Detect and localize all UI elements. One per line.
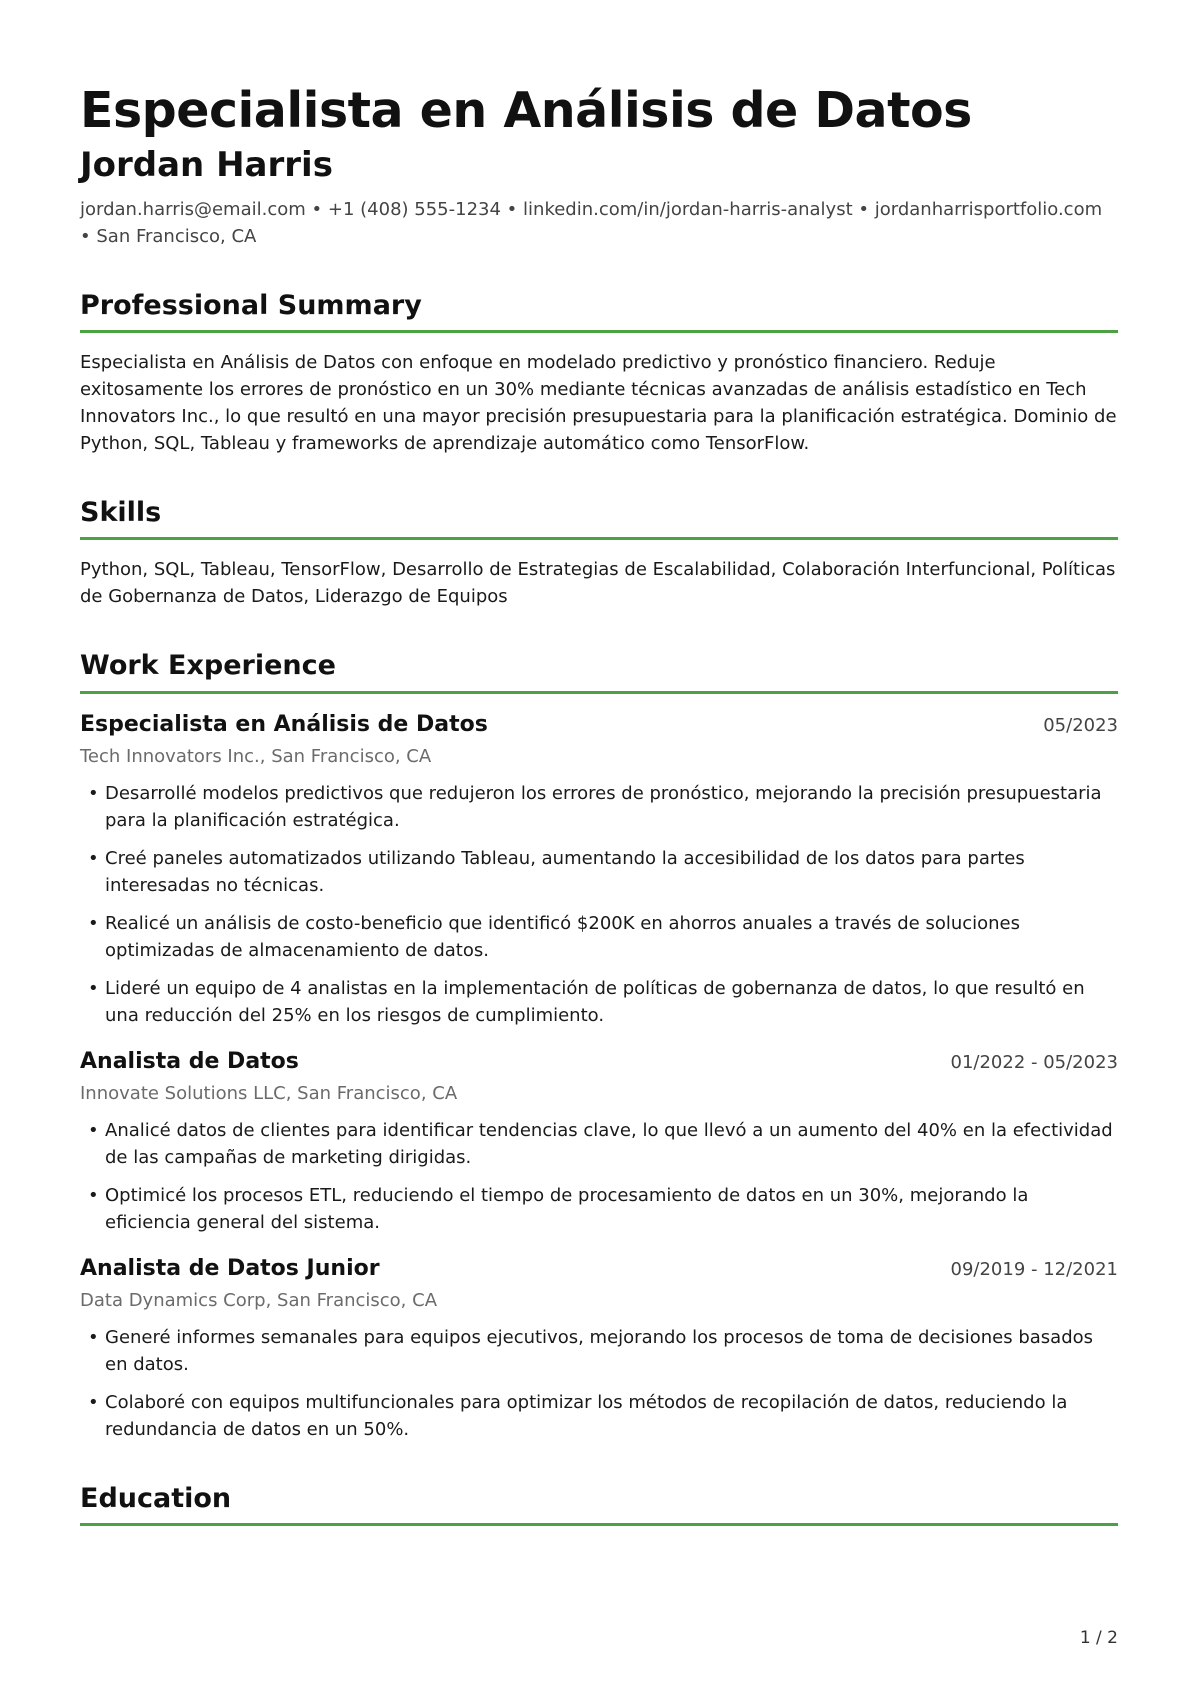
bullet-dot: • [88, 1119, 99, 1141]
job-header [80, 710, 1118, 740]
bullet-dot: • [88, 977, 99, 999]
contact-line [80, 196, 1118, 250]
bullet-dot: • [88, 1326, 99, 1348]
job-bullets [80, 780, 1118, 1029]
job-bullet [80, 1389, 1118, 1443]
contact-separator: • [311, 198, 323, 220]
candidate-name: Jordan Harris [80, 144, 333, 185]
contact-separator: • [506, 198, 518, 220]
summary-text: Especialista en Análisis de Datos con enfoque en modelado predictivo y pronóstico financiero. Reduje exitosamente los errores de pronóstico en un 30% mediante técnicas avanzadas de análisis estadístico en Tech Innovators Inc., lo que resultó en una mayor precisión presupuestaria para la planificación estratégica. Dominio de Python, SQL, Tableau y frameworks de aprendizaje automático como TensorFlow. [80, 351, 1117, 454]
bullet-dot: • [88, 912, 99, 934]
page-number: 1 / 2 [1079, 1628, 1118, 1648]
resume-page [80, 82, 1118, 1526]
job-bullet-text: Creé paneles automatizados utilizando Tableau, aumentando la accesibilidad de los datos para partes interesadas no técnicas. [105, 847, 1025, 896]
bullet-dot: • [88, 847, 99, 869]
job-date: 09/2019 - 12/2021 [950, 1258, 1118, 1280]
contact-separator: • [858, 198, 870, 220]
job-bullet [80, 910, 1118, 964]
job-header [80, 1254, 1118, 1284]
contact-portfolio[interactable]: jordanharrisportfolio.com [874, 198, 1103, 220]
job-bullet-text: Desarrollé modelos predictivos que redujeron los errores de pronóstico, mejorando la precisión presupuestaria para la planificación estratégica. [105, 782, 1102, 831]
job-bullet-text: Generé informes semanales para equipos ejecutivos, mejorando los procesos de toma de decisiones basados en datos. [105, 1326, 1094, 1375]
skills-heading: Skills [80, 497, 1118, 540]
summary-section [80, 290, 1118, 457]
contact-location: San Francisco, CA [96, 225, 257, 247]
job-bullet [80, 1117, 1118, 1171]
contact-phone[interactable]: +1 (408) 555-1234 [327, 198, 501, 220]
job-company: Data Dynamics Corp, San Francisco, CA [80, 1289, 438, 1311]
education-section [80, 1483, 1118, 1526]
job-bullet [80, 1182, 1118, 1236]
job-title: Analista de Datos Junior [80, 1255, 380, 1281]
bullet-dot: • [88, 1391, 99, 1413]
job-header [80, 1047, 1118, 1077]
skills-text: Python, SQL, Tableau, TensorFlow, Desarrollo de Estrategias de Escalabilidad, Colaboración Interfuncional, Políticas de Gobernanza de Datos, Liderazgo de Equipos [80, 559, 1116, 608]
job-bullet [80, 845, 1118, 899]
job-list [80, 710, 1118, 1443]
job-entry [80, 1047, 1118, 1236]
job-entry [80, 1254, 1118, 1443]
contact-email[interactable]: jordan.harris@email.com [80, 198, 306, 220]
skills-section [80, 497, 1118, 610]
bullet-dot: • [88, 782, 99, 804]
bullet-dot: • [88, 1184, 99, 1206]
contact-linkedin[interactable]: linkedin.com/in/jordan-harris-analyst [523, 198, 853, 220]
job-bullet-text: Optimicé los procesos ETL, reduciendo el tiempo de procesamiento de datos en un 30%, mejorando la eficiencia general del sistema. [105, 1184, 1029, 1233]
job-entry [80, 710, 1118, 1029]
job-title: Analista de Datos [80, 1048, 299, 1074]
job-company: Tech Innovators Inc., San Francisco, CA [80, 745, 432, 767]
job-bullet-text: Analicé datos de clientes para identificar tendencias clave, lo que llevó a un aumento del 40% en la efectividad de las campañas de marketing dirigidas. [105, 1119, 1113, 1168]
summary-heading: Professional Summary [80, 290, 1118, 333]
experience-heading: Work Experience [80, 650, 1118, 693]
job-bullet [80, 975, 1118, 1029]
job-date: 01/2022 - 05/2023 [950, 1051, 1118, 1073]
job-bullet [80, 780, 1118, 834]
job-date: 05/2023 [1043, 714, 1118, 736]
experience-section [80, 650, 1118, 1442]
job-company: Innovate Solutions LLC, San Francisco, CA [80, 1082, 458, 1104]
job-bullet-text: Realicé un análisis de costo-beneficio que identificó $200K en ahorros anuales a través de soluciones optimizadas de almacenamiento de datos. [105, 912, 1021, 961]
job-title: Especialista en Análisis de Datos [80, 711, 488, 737]
job-bullet-text: Colaboré con equipos multifuncionales para optimizar los métodos de recopilación de datos, reduciendo la redundancia de datos en un 50%. [105, 1391, 1068, 1440]
job-bullet-text: Lideré un equipo de 4 analistas en la implementación de políticas de gobernanza de datos, lo que resultó en una reducción del 25% en los riesgos de cumplimiento. [105, 977, 1085, 1026]
job-bullets [80, 1324, 1118, 1443]
job-bullet [80, 1324, 1118, 1378]
job-bullets [80, 1117, 1118, 1236]
contact-separator: • [80, 225, 91, 247]
education-heading: Education [80, 1483, 1118, 1526]
resume-title: Especialista en Análisis de Datos [80, 82, 972, 139]
